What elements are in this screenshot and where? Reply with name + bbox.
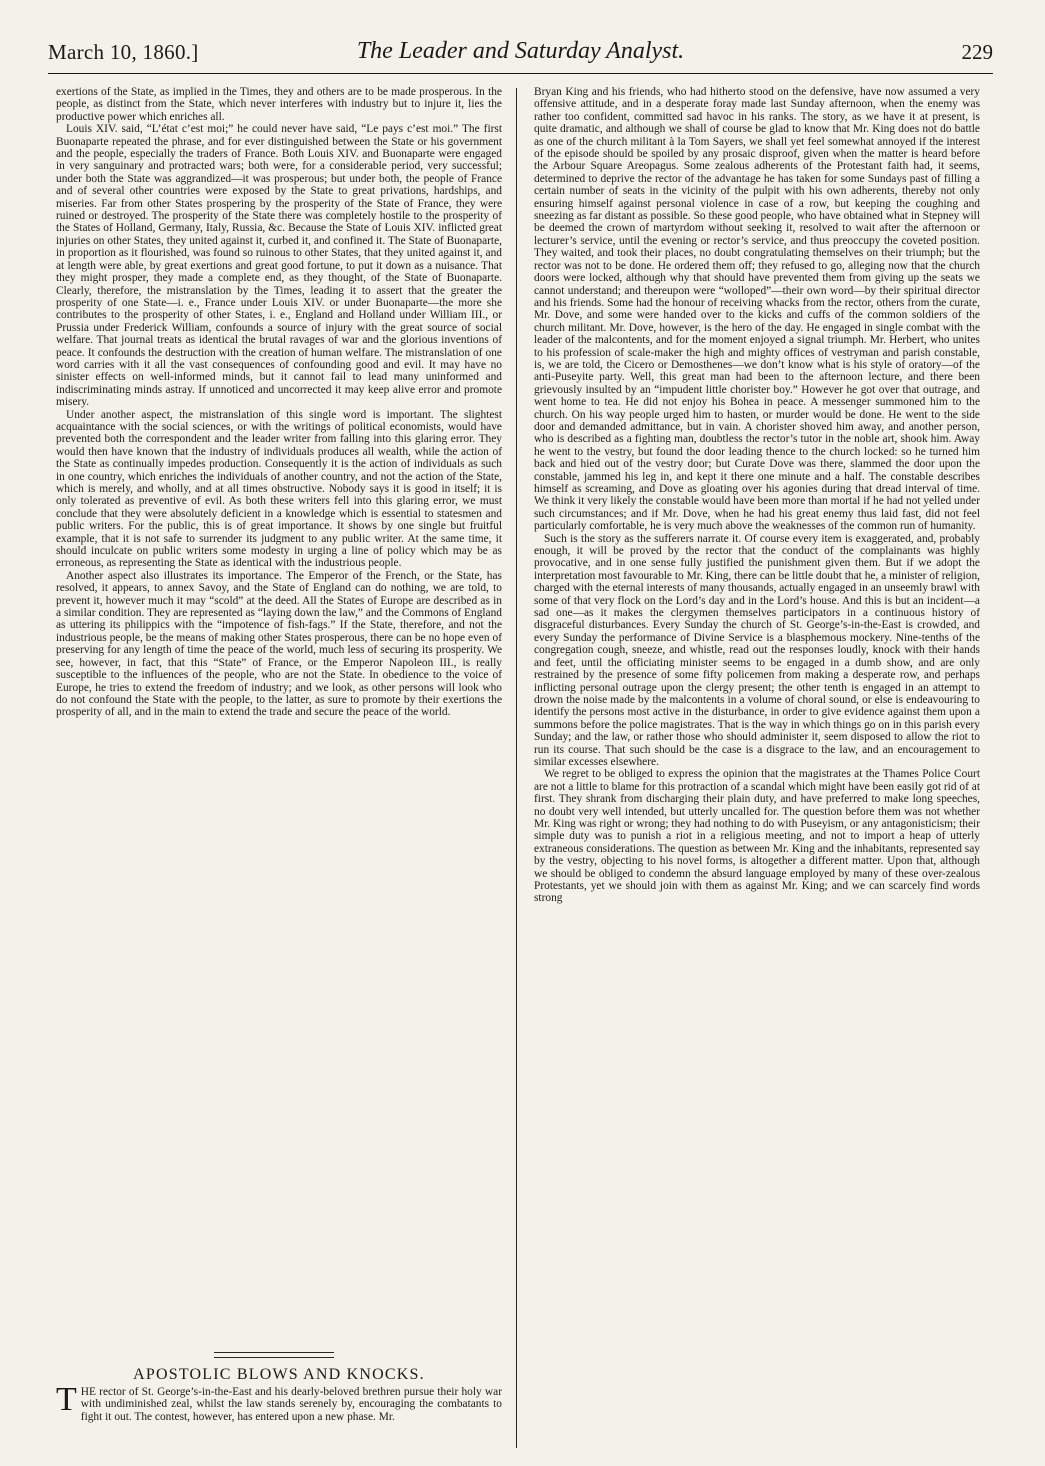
header-rule <box>48 73 993 74</box>
article-lead-text: HE rector of St. George’s-in-the-East and his dearly-beloved brethren pursue their holy war with undiminished zeal, whilst the law stands serenely by, encouraging the combatants to fight it out. The contest, however, has entered upon a new phase. Mr. <box>80 1386 502 1423</box>
right-paragraph-2: Such is the story as the sufferers narrate it. Of course every item is exaggerated, and, probably enough, it will be proved by the rector that the conduct of the complainants was highly provocative, and in one sense fully justified the punishment given them. But if we adopt the interpretation most favourable to Mr. King, there can be little doubt that he, a minister of religion, charged with the eternal interests of many thousands, actually engaged in an unseemly brawl with some of that very flock on the Lord’s day and in the Lord’s house. And this is but an incident—a sad one—as it makes the clergymen themselves participators in a continuous history of disgraceful disturbances. Every Sunday the church of St. George’s-in-the-East is crowded, and every Sunday the performance of Divine Service is a blasphemous mockery. Nine-tenths of the congregation cough, sneeze, and whistle, read out the responses loudly, knock with their hands and feet, until the officiating minister seems to be engaged in a dumb show, and are only restrained by the presence of some fifty policemen from making a desperate row, and perhaps inflicting personal outrage upon the clergy present; the other tenth is engaged in an attempt to drown the noise made by the malcontents in a volume of choral sound, or else is endeavouring to identify the persons most active in the disturbance, in order to give evidence against them upon a summons before the police magistrates. That is the way in which things go on in this parish every Sunday; and the law, or rather those who should administer it, seem disposed to allow the riot to run its course. That such should be the case is a disgrace to the law, and an encouragement to similar excesses elsewhere. <box>534 532 980 768</box>
section-separator <box>214 1352 334 1358</box>
drop-cap: T <box>56 1386 77 1418</box>
right-paragraph-1: Bryan King and his friends, who had hitherto stood on the defensive, have now assumed a very offensive attitude, and in a desperate foray made last Sunday afternoon, when the enemy was rather too confident, committed sad havoc in his ranks. The story, as we have it at present, is quite dramatic, and although we shall of course be glad to know that Mr. King does not do battle as one of the church militant à la Tom Sayers, we shall yet feel somewhat annoyed if the interest of the episode should be spoiled by any prosaic disproof, given when the matter is heard before the Arbour Square Areopagus. Some zealous adherents of the Protestant faith had, it seems, determined to deprive the rector of the advantage he has taken for some Sundays past of filling a certain number of seats in the vicinity of the pulpit with his own adherents, thereby not only ensuring himself against personal violence in case of a row, but keeping the coughing and sneezing as far distant as possible. So these good people, who have obtained what in Stepney will be deemed the crown of martyrdom without seeking it, resolved to wait after the afternoon or lecturer’s service, until the evening or rector’s service, and thus preoccupy the coveted position. They waited, and took their places, no doubt congratulating themselves on their triumph; but the rector was not to be done. He ordered them off; they refused to go, alleging now that the church doors were locked, although why that should have prevented them from giving up the seats we cannot understand; and thereupon were “wolloped”—their own word—by their spiritual director and his friends. Some had the honour of receiving whacks from the rector, others from the curate, Mr. Dove, and some were handed over to the kicks and cuffs of the common soldiers of the church militant. Mr. Dove, however, is the hero of the day. He engaged in single combat with the leader of the malcontents, and for the moment enjoyed a signal triumph. Mr. Herbert, who unites to his profession of scale-maker the high and mighty offices of vestryman and parish constable, is, we are told, the Cicero or Demosthenes—we don’t know what is his style of oratory—of the anti-Puseyite party. Well, this great man had been to the afternoon lecture, and there been grievously insulted by an “impudent little chorister boy.” However he got over that outrage, and went home to tea. He did not enjoy his Bohea in peace. A messenger summoned him to the church. On his way people urged him to hasten, or murder would be done. He went to the side door and demanded admittance, but in vain. A chorister shoved him away, and another person, who is described as a fighting man, doubtless the rector’s tutor in the noble art, shook him. Away he went to the vestry, but found the door leading thence to the church locked: so he turned him back and hied out of the vestry door; but Curate Dove was there, slammed the door upon the constable, jammed his leg in, and kept it there one minute and a half. The constable describes himself as screaming, and Dove as gloating over his agonies during that dread interval of time. We think it very likely the constable would have been more than mortal if he had not yelled under such circumstances; and if Mr. Dove, when he had his great enemy thus laid fast, did not feel particularly comfortable, he is very much above the weaknesses of the common run of humanity. <box>534 86 980 533</box>
publication-title: The Leader and Saturday Analyst. <box>356 38 685 64</box>
article-lead <box>56 1386 502 1446</box>
right-column <box>534 86 980 1466</box>
left-column <box>56 86 502 1350</box>
column-divider <box>516 88 517 1448</box>
left-paragraph-1: exertions of the State, as implied in the Times, they and others are to be made prosperous. In the people, as distinct from the State, which never interferes with industry but to injure it, lies the productive power which enriches all. <box>56 86 502 123</box>
right-paragraph-3: We regret to be obliged to express the opinion that the magistrates at the Thames Police Court are not a little to blame for this protraction of a scandal which might have been easily got rid of at first. They shrank from discharging their plain duty, and have preferred to make long speeches, no doubt very well intended, but utterly uncalled for. The question before them was not whether Mr. King was right or wrong; they had nothing to do with Puseyism, or any antagonisticism; their simple duty was to punish a riot in a religious meeting, and not to import a heap of utterly extraneous considerations. The question as between Mr. King and the inhabitants, represented say by the vestry, objecting to his novel forms, is altogether a different matter. Upon that, although we should be obliged to condemn the absurd language employed by many of these over-zealous Protestants, yet we should join with them as against Mr. King; and we can scarcely find words strong <box>534 768 980 905</box>
left-paragraph-2: Louis XIV. said, “L’état c’est moi;” he could never have said, “Le pays c’est moi.” The first Buonaparte repeated the phrase, and for ever distinguished between the State or his government and the people, especially the traders of France. Both Louis XIV. and Buonaparte were engaged in very sanguinary and protracted wars; both were, for a considerable period, very successful; under both the State was aggrandized—it was prosperous; but under both, the people of France and of several other countries were exposed by the State to great privations, hardships, and miseries. Far from other States prospering by the prosperity of the State of France, they were ruined or destroyed. The prosperity of the State there was completely hostile to the prosperity of the States of Holland, Germany, Italy, Russia, &c. Because the State of Louis XIV. inflicted great injuries on other States, they united against it, curbed it, and confined it. The State of Buonaparte, in proportion as it flourished, was found so ruinous to other States, that they united against it, and at length were able, by great exertions and great good fortune, to put it down as a nuisance. That they might prosper, they made a complete end, as they thought, of the State of Buonaparte. Clearly, therefore, the mistranslation by the Times, leading it to assert that the greater the prosperity of one State—i. e., France under Louis XIV. or under Buonaparte—the more she contributes to the prosperity of other States, i. e., England and Holland under William III., or Prussia under Frederick William, confounds a source of injury with the great source of social welfare. That journal treats as identical the brutal ravages of war and the glorious inventions of peace. It confounds the destruction with the creation of human welfare. The mistranslation of one word carries with it all the vast consequences of confounding good and evil. It may have no sinister effects on well-informed minds, but it cannot fail to lead many uninformed and indiscriminating minds astray. If unnoticed and uncorrected it may keep alive error and promote misery. <box>56 123 502 409</box>
page-header <box>48 36 993 72</box>
page-number: 229 <box>961 40 993 64</box>
article-title: APOSTOLIC BLOWS AND KNOCKS. <box>133 1366 425 1383</box>
left-paragraph-4: Another aspect also illustrates its importance. The Emperor of the French, or the State, has resolved, it appears, to annex Savoy, and the State of England can do nothing, we are told, to prevent it, however much it may “scold” at the deed. All the States of Europe are described as in a similar condition. They are represented as “laying down the law,” and the Commons of England as uttering its philippics with the “impotence of fish-fags.” If the State, therefore, and not the industrious people, be the means of making other States prosperous, there can be no hope even of preserving for any length of time the peace of the world, much less of securing its prosperity. We see, however, in fact, that this “State” of France, or the Emperor Napoleon III., is really susceptible to the influences of the people, who are not the State. In obedience to the voice of Europe, he tries to extend the freedom of industry; and we look, as other persons will look who do not confound the State with the people, to the latter, as sure to promote by their exertions the prosperity of all, and in the main to extend the trade and secure the peace of the world. <box>56 569 502 719</box>
issue-date: March 10, 1860.] <box>48 40 199 64</box>
left-paragraph-3: Under another aspect, the mistranslation of this single word is important. The slightest acquaintance with the social sciences, or with the writings of political economists, would have prevented both the correspondent and the leader writer from falling into this glaring error. They would then have known that the industry of individuals produces all wealth, while the action of the State as continually impedes production. Consequently it is the action of individuals as such in one country, which enriches the individuals of another country, and not the action of the State, which is merely, and wholly, and at all times obstructive. Nobody says it is good in itself; it is only tolerated as preventive of evil. As both these writers fell into this glaring error, we must conclude that they were absolutely deficient in a knowledge which is essential to statesmen and public writers. For the public, this is of great importance. It shows by one single but fruitful example, that it is not safe to surrender its judgment to any public writer. At the same time, it should inculcate on public writers some modesty in urging a line of policy which may be as erroneous, as representing the State as identical with the industrious people. <box>56 408 502 570</box>
